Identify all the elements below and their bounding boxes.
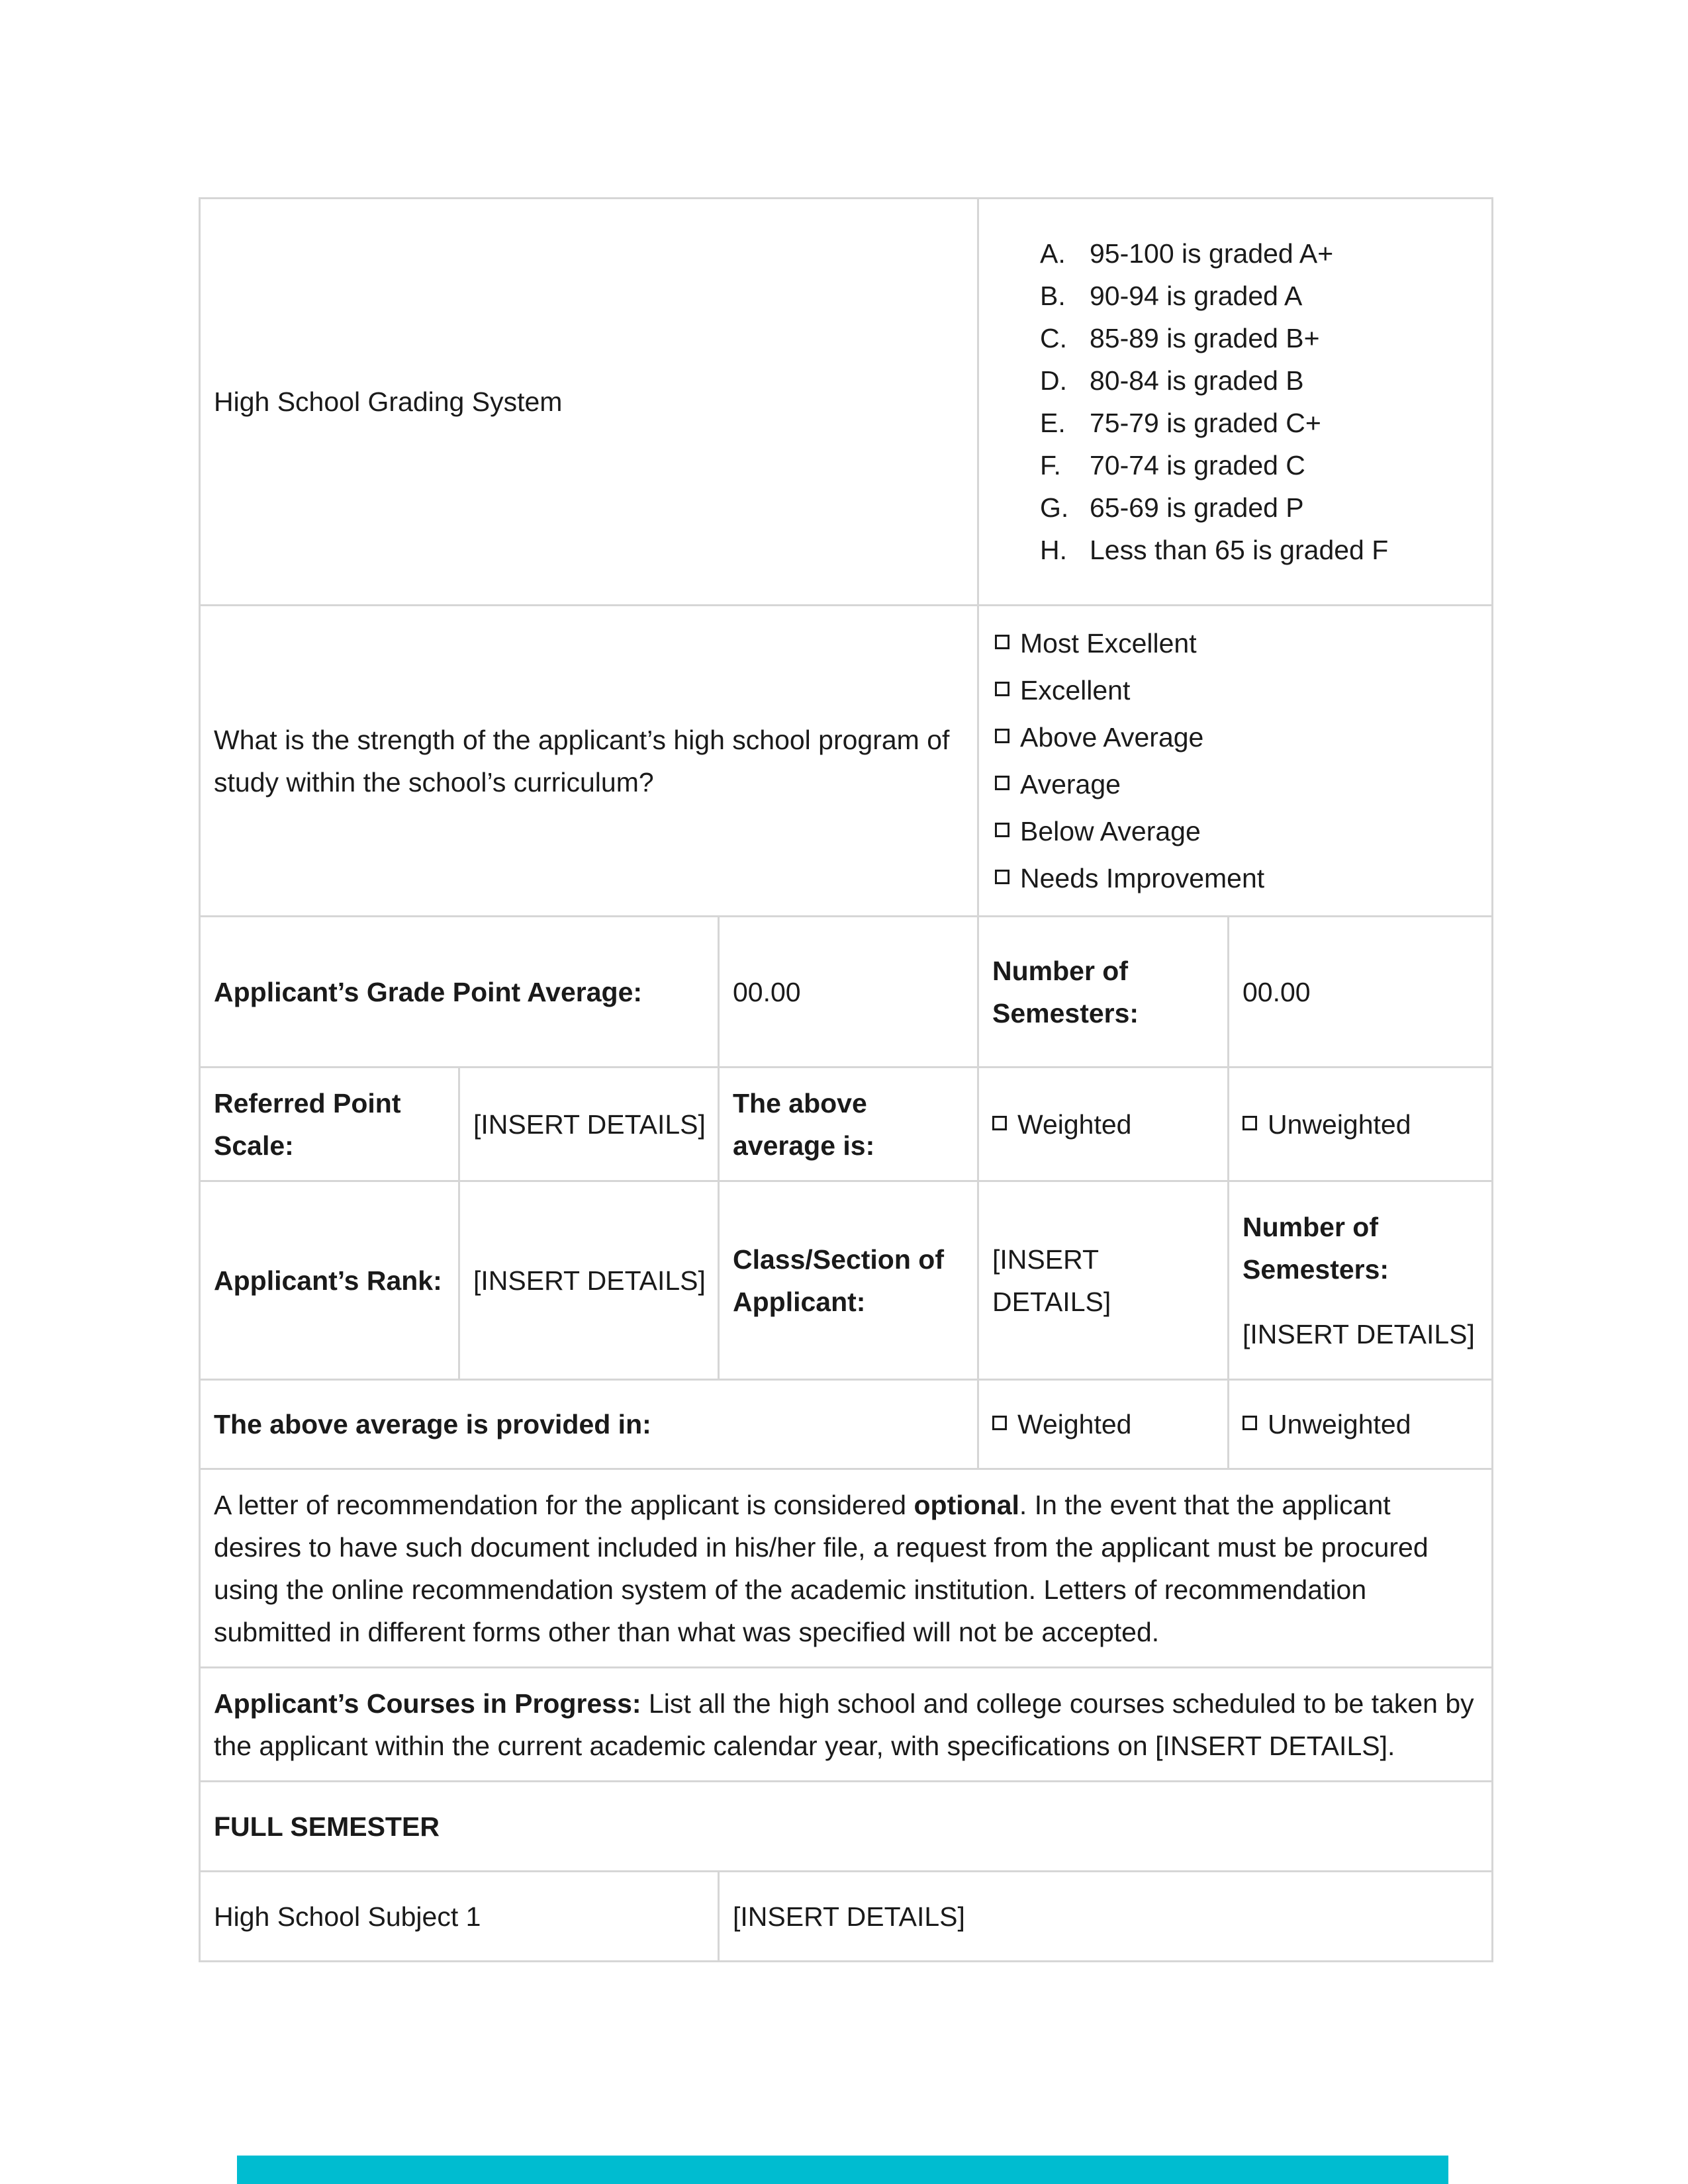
checkbox-icon[interactable] bbox=[992, 1416, 1007, 1430]
strength-options-cell bbox=[978, 606, 1493, 917]
rank-semesters-label: Number of Semesters: bbox=[1243, 1211, 1389, 1285]
recommendation-row bbox=[200, 1469, 1493, 1668]
subject-details[interactable]: [INSERT DETAILS] bbox=[719, 1872, 1493, 1962]
grade-item: H. Less than 65 is graded F bbox=[1040, 535, 1389, 565]
gpa-label: Applicant’s Grade Point Average: bbox=[200, 917, 719, 1068]
checkbox-icon[interactable] bbox=[1243, 1116, 1257, 1130]
grading-scale-cell bbox=[978, 199, 1493, 606]
checkbox-icon[interactable] bbox=[995, 776, 1009, 790]
grade-item: F. 70-74 is graded C bbox=[1040, 450, 1305, 480]
rank-semesters-value[interactable]: [INSERT DETAILS] bbox=[1243, 1318, 1475, 1349]
average-type-label: The above average is: bbox=[719, 1068, 978, 1181]
rank-semesters-cell bbox=[1229, 1181, 1493, 1380]
class-section-label: Class/Section of Applicant: bbox=[719, 1181, 978, 1380]
checkbox-icon[interactable] bbox=[995, 682, 1009, 696]
checkbox-icon[interactable] bbox=[995, 823, 1009, 837]
class-section-value[interactable]: [INSERT DETAILS] bbox=[978, 1181, 1229, 1380]
grading-row bbox=[200, 199, 1493, 606]
checkbox-icon[interactable] bbox=[995, 870, 1009, 884]
grade-item: G. 65-69 is graded P bbox=[1040, 492, 1304, 523]
courses-text: Applicant’s Courses in Progress: List all the high school and college courses scheduled to be taken by the applicant within the current academic calendar year, with specifications on [INSERT DETAILS]. bbox=[200, 1668, 1493, 1782]
checkbox-icon[interactable] bbox=[992, 1116, 1007, 1130]
grade-item: D. 80-84 is graded B bbox=[1040, 365, 1304, 396]
grade-item: B. 90-94 is graded A bbox=[1040, 281, 1303, 311]
rank-label: Applicant’s Rank: bbox=[200, 1181, 459, 1380]
strength-option-most-excellent[interactable]: Most Excellent bbox=[995, 620, 1479, 667]
recommendation-form-table bbox=[199, 197, 1493, 1962]
grading-scale-list bbox=[992, 232, 1479, 571]
provided-unweighted-option[interactable]: Unweighted bbox=[1229, 1380, 1493, 1469]
provided-row bbox=[200, 1380, 1493, 1469]
rank-value[interactable]: [INSERT DETAILS] bbox=[459, 1181, 719, 1380]
courses-row bbox=[200, 1668, 1493, 1782]
full-semester-heading: FULL SEMESTER bbox=[200, 1782, 1493, 1872]
strength-option-excellent[interactable]: Excellent bbox=[995, 667, 1479, 714]
subject-row bbox=[200, 1872, 1493, 1962]
strength-options bbox=[995, 620, 1479, 902]
average-unweighted-option[interactable]: Unweighted bbox=[1229, 1068, 1493, 1181]
strength-option-average[interactable]: Average bbox=[995, 761, 1479, 808]
scale-label: Referred Point Scale: bbox=[200, 1068, 459, 1181]
strength-option-above-average[interactable]: Above Average bbox=[995, 714, 1479, 761]
strength-row bbox=[200, 606, 1493, 917]
checkbox-icon[interactable] bbox=[1243, 1416, 1257, 1430]
checkbox-icon[interactable] bbox=[995, 635, 1009, 649]
recommendation-text: A letter of recommendation for the applicant is considered optional. In the event that the applicant desires to have such document included in his/her file, a request from the applicant must be procured using the online recommendation system of the academic institution. Letters of recommendation submitted in different forms other than what was specified will not be accepted. bbox=[200, 1469, 1493, 1668]
gpa-semesters-value[interactable]: 00.00 bbox=[1229, 917, 1493, 1068]
grade-item: A. 95-100 is graded A+ bbox=[1040, 238, 1334, 269]
grade-item: E. 75-79 is graded C+ bbox=[1040, 408, 1321, 438]
footer-accent-bar bbox=[237, 2156, 1448, 2184]
strength-option-below-average[interactable]: Below Average bbox=[995, 808, 1479, 855]
gpa-value[interactable]: 00.00 bbox=[719, 917, 978, 1068]
gpa-row bbox=[200, 917, 1493, 1068]
full-semester-row bbox=[200, 1782, 1493, 1872]
rank-row bbox=[200, 1181, 1493, 1380]
provided-weighted-option[interactable]: Weighted bbox=[978, 1380, 1229, 1469]
strength-option-needs-improvement[interactable]: Needs Improvement bbox=[995, 855, 1479, 902]
average-weighted-option[interactable]: Weighted bbox=[978, 1068, 1229, 1181]
checkbox-icon[interactable] bbox=[995, 729, 1009, 743]
subject-label: High School Subject 1 bbox=[200, 1872, 719, 1962]
scale-row bbox=[200, 1068, 1493, 1181]
provided-label: The above average is provided in: bbox=[200, 1380, 978, 1469]
grading-label: High School Grading System bbox=[200, 199, 978, 606]
gpa-semesters-label: Number of Semesters: bbox=[978, 917, 1229, 1068]
strength-question: What is the strength of the applicant’s high school program of study within the school’s curriculum? bbox=[200, 606, 978, 917]
grade-item: C. 85-89 is graded B+ bbox=[1040, 323, 1320, 353]
scale-value[interactable]: [INSERT DETAILS] bbox=[459, 1068, 719, 1181]
